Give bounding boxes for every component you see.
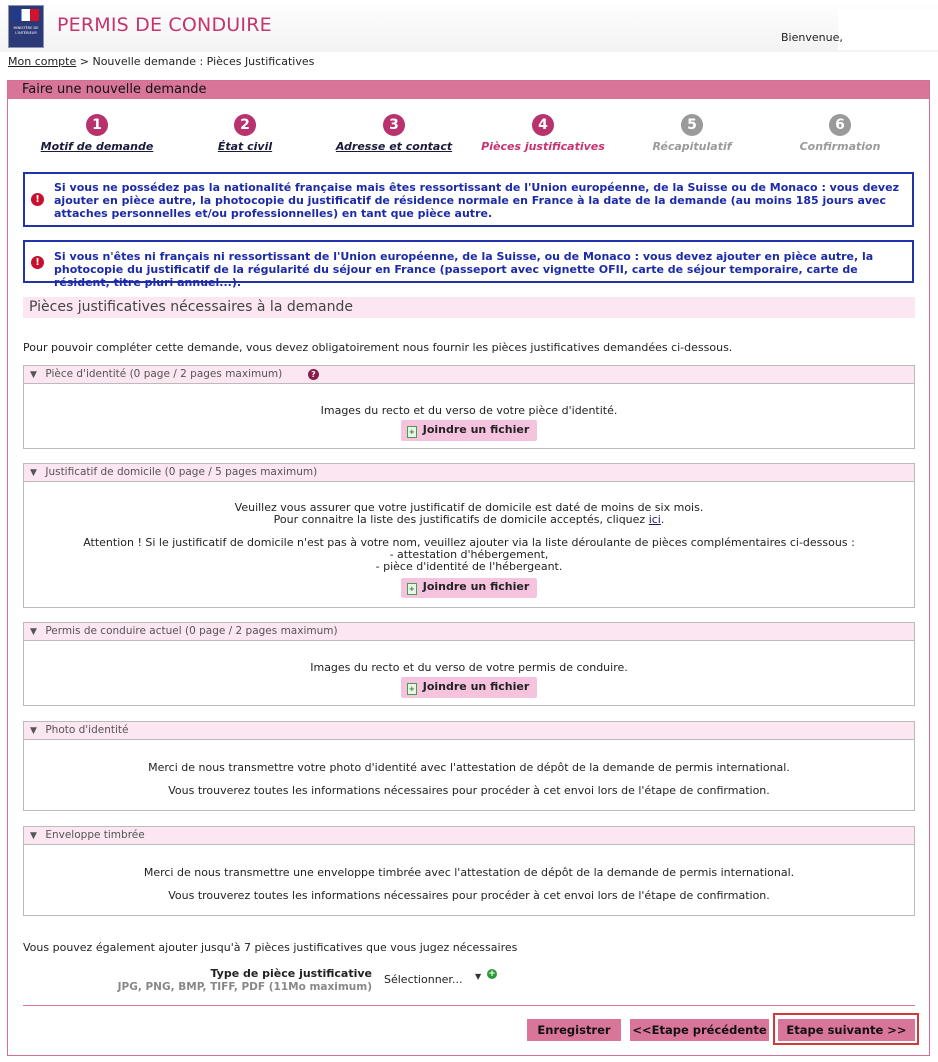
step-label: Récapitulatif	[652, 140, 732, 153]
document-type-select[interactable]: Sélectionner...	[384, 973, 463, 986]
file-icon: +	[407, 583, 417, 595]
step-number: 3	[383, 114, 405, 136]
user-area	[838, 10, 938, 50]
doc-text: Vous trouverez toutes les informations nécessaires pour procéder à cet envoi lors de l'étape de confirmation.	[168, 889, 770, 902]
step-label: État civil	[217, 140, 273, 153]
step-pieces	[468, 114, 618, 153]
join-file-label: Joindre un fichier	[422, 680, 530, 693]
doc-header[interactable]	[24, 366, 914, 384]
breadcrumb-current: Nouvelle demande : Pièces Justificatives	[92, 55, 315, 68]
file-icon: +	[407, 426, 417, 438]
extra-documents-info: Vous pouvez également ajouter jusqu'à 7 pièces justificatives que vous jugez nécessaires	[23, 941, 518, 954]
step-number: 5	[681, 114, 703, 136]
doc-photo	[23, 721, 915, 811]
document-type-label	[110, 967, 372, 993]
alert-eu-residents	[23, 172, 914, 227]
doc-body	[24, 740, 914, 797]
chevron-down-icon: ▼	[30, 370, 37, 380]
flag-icon	[13, 9, 39, 21]
doc-text: Images du recto et du verso de votre pièce d'identité.	[320, 404, 618, 417]
doc-title: Pièce d'identité (0 page / 2 pages maximum)	[45, 368, 283, 380]
panel-title: Faire une nouvelle demande	[8, 81, 929, 99]
doc-title: Enveloppe timbrée	[45, 829, 145, 841]
doc-header[interactable]	[24, 464, 914, 482]
step-label: Confirmation	[799, 140, 881, 153]
step-recapitulatif	[617, 114, 767, 153]
step-motif[interactable]	[22, 114, 172, 153]
save-button[interactable]: Enregistrer	[527, 1019, 621, 1041]
breadcrumb-link-account[interactable]: Mon compte	[8, 55, 77, 68]
doc-identite	[23, 365, 915, 449]
alert-non-eu	[23, 240, 914, 289]
doc-body	[24, 384, 914, 441]
doc-text	[24, 514, 914, 526]
accepted-documents-link[interactable]: ici	[648, 513, 661, 526]
step-adresse[interactable]	[319, 114, 469, 153]
step-etat-civil[interactable]	[170, 114, 320, 153]
join-file-button[interactable]	[401, 578, 538, 598]
breadcrumb	[8, 55, 314, 68]
section-title: Pièces justificatives nécessaires à la demande	[23, 297, 915, 318]
join-file-label: Joindre un fichier	[422, 580, 530, 593]
doc-text: Images du recto et du verso de votre permis de conduire.	[310, 661, 628, 674]
step-confirmation	[765, 114, 915, 153]
chevron-down-icon: ▼	[30, 831, 37, 841]
dropdown-arrow-icon[interactable]: ▼	[475, 972, 482, 981]
next-step-button[interactable]: Etape suivante >>	[778, 1019, 915, 1041]
step-number: 6	[829, 114, 851, 136]
separator	[23, 1005, 915, 1006]
previous-step-button[interactable]: <<Etape précédente	[630, 1019, 769, 1041]
intro-text: Pour pouvoir compléter cette demande, vous devez obligatoirement nous fournir les pièces justificatives demandées ci-dessous.	[23, 341, 733, 354]
doc-body	[24, 641, 914, 698]
doc-text: Attention ! Si le justificatif de domicile n'est pas à votre nom, veuillez ajouter via la liste déroulante de pièces complémentaires ci-dessous :	[83, 536, 855, 549]
join-file-label: Joindre un fichier	[422, 423, 530, 436]
doc-title: Justificatif de domicile (0 page / 5 pages maximum)	[45, 466, 318, 478]
chevron-down-icon: ▼	[30, 726, 37, 736]
doc-enveloppe	[23, 826, 915, 916]
doc-header[interactable]	[24, 827, 914, 845]
accepted-formats: JPG, PNG, BMP, TIFF, PDF (11Mo maximum)	[117, 981, 372, 993]
doc-body	[24, 482, 914, 598]
join-file-button[interactable]	[401, 420, 538, 441]
doc-title: Photo d'identité	[45, 724, 129, 736]
chevron-down-icon: ▼	[30, 468, 37, 478]
doc-text: Veuillez vous assurer que votre justificatif de domicile est daté de moins de six mois.	[234, 501, 704, 514]
warning-icon: !	[31, 193, 44, 206]
doc-text: - attestation d'hébergement,	[389, 548, 549, 561]
alert-text: Si vous n'êtes ni français ni ressortissant de l'Union européenne, de la Suisse, ou de Monaco : vous devez ajouter en pièce autre, la photocopie du justificatif de la régularité du séjour en France (passeport avec vignette OFII, carte de séjour temporaire, carte de résident, titre pluri annuel...).	[54, 250, 874, 289]
doc-domicile	[23, 463, 915, 608]
next-step-highlight	[773, 1013, 919, 1045]
logo-text: MINISTÈRE DE L'INTÉRIEUR	[13, 26, 39, 35]
doc-text: - pièce d'identité de l'hébergeant.	[375, 560, 563, 573]
help-icon[interactable]: ?	[308, 369, 319, 380]
step-label: Motif de demande	[40, 140, 154, 153]
app-title: PERMIS DE CONDUIRE	[57, 14, 272, 36]
doc-text: Vous trouverez toutes les informations nécessaires pour procéder à cet envoi lors de l'étape de confirmation.	[168, 784, 770, 797]
doc-permis	[23, 622, 915, 706]
header	[0, 0, 938, 52]
ministry-logo	[8, 5, 44, 48]
warning-icon: !	[31, 256, 44, 269]
doc-title: Permis de conduire actuel (0 page / 2 pages maximum)	[45, 625, 338, 637]
join-file-button[interactable]	[401, 677, 538, 698]
document-type-title: Type de pièce justificative	[210, 967, 372, 980]
step-number: 2	[234, 114, 256, 136]
breadcrumb-separator: >	[79, 55, 89, 68]
doc-header[interactable]	[24, 722, 914, 740]
step-number: 1	[86, 114, 108, 136]
step-label: Adresse et contact	[335, 140, 453, 153]
add-document-icon[interactable]: +	[488, 969, 496, 979]
welcome-text: Bienvenue,	[781, 31, 843, 44]
alert-text: Si vous ne possédez pas la nationalité française mais êtes ressortissant de l'Union européenne, de la Suisse ou de Monaco : vous devez ajouter en pièce autre, la photocopie du justificatif de résidence normale en France à la date de la demande (au moins 185 jours avec attaches personnelles et/ou professionnelles) en tant que pièce autre.	[54, 181, 899, 220]
doc-text: Merci de nous transmettre votre photo d'identité avec l'attestation de dépôt de la demande de permis international.	[148, 761, 790, 774]
step-label: Pièces justificatives	[481, 140, 605, 153]
doc-text: Merci de nous transmettre une enveloppe timbrée avec l'attestation de dépôt de la demande de permis international.	[143, 866, 795, 879]
step-number: 4	[532, 114, 554, 136]
chevron-down-icon: ▼	[30, 627, 37, 637]
file-icon: +	[407, 683, 417, 695]
doc-body	[24, 845, 914, 902]
doc-header[interactable]	[24, 623, 914, 641]
doc-text-part: Pour connaitre la liste des justificatifs de domicile acceptés, cliquez	[273, 513, 649, 526]
doc-text-part: .	[660, 513, 665, 526]
